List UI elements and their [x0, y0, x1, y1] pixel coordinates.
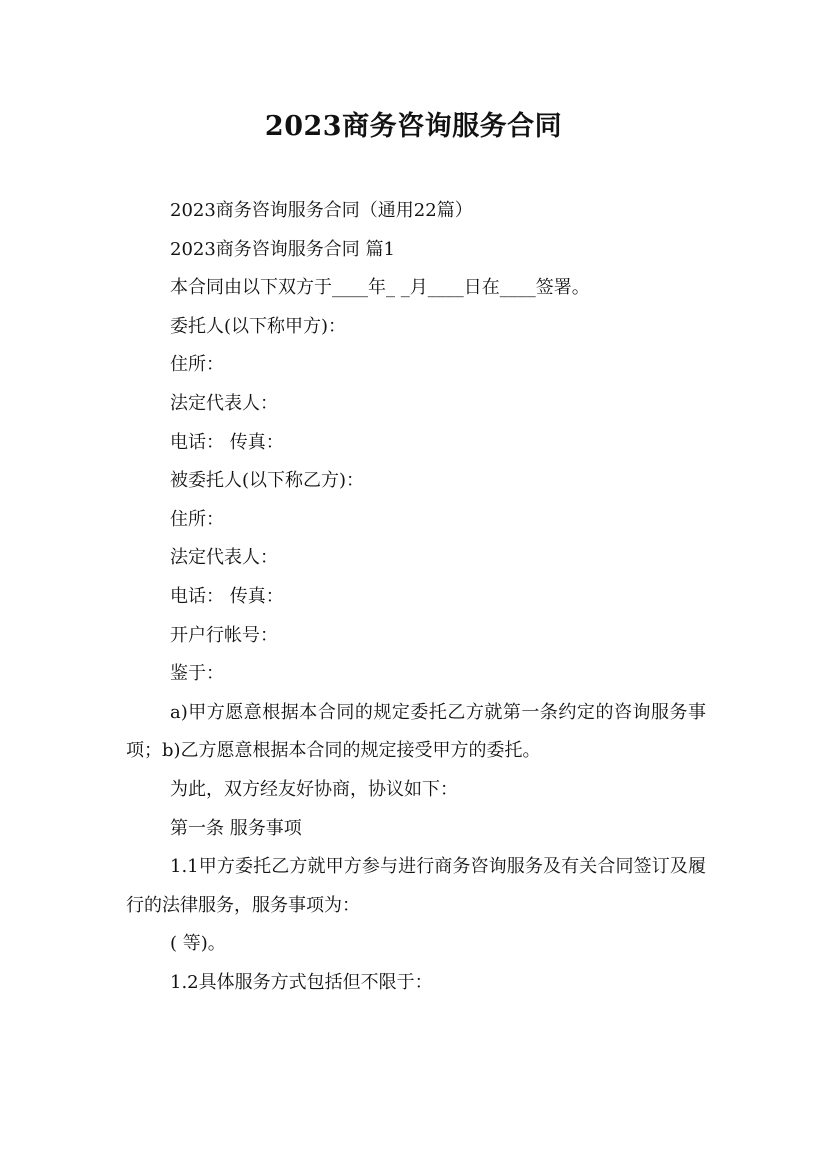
- paragraph-party-a: 委托人(以下称甲方)：: [170, 315, 347, 337]
- paragraph-article-1-1-items: ( 等)。: [170, 933, 226, 955]
- paragraph-article-1-2: 1.2具体服务方式包括但不限于：: [170, 971, 433, 993]
- paragraph-article-1-heading: 第一条 服务事项: [170, 817, 302, 839]
- paragraph-party-b-representative: 法定代表人：: [170, 547, 278, 569]
- paragraph-agreement-intro: 为此，双方经友好协商，协议如下：: [170, 778, 458, 800]
- paragraph-signing-date: 本合同由以下双方于____年_ _月____日在____签署。: [170, 277, 590, 299]
- paragraph-party-a-representative: 法定代表人：: [170, 392, 278, 414]
- paragraph-party-b: 被委托人(以下称乙方)：: [170, 470, 365, 492]
- paragraph-subtitle: 2023商务咨询服务合同（通用22篇）: [170, 200, 473, 221]
- paragraph-party-a-phone-fax: 电话： 传真：: [170, 431, 284, 453]
- paragraph-section-heading: 2023商务咨询服务合同 篇1: [170, 238, 395, 260]
- paragraph-bank-account: 开户行帐号：: [170, 624, 278, 646]
- paragraph-party-b-phone-fax: 电话： 传真：: [170, 585, 284, 607]
- paragraph-party-a-address: 住所：: [170, 354, 224, 376]
- document-body: [126, 192, 706, 1002]
- paragraph-article-1-1: 1.1甲方委托乙方就甲方参与进行商务咨询服务及有关合同签订及履行的法律服务，服务事项为：: [126, 856, 706, 916]
- document-title: 2023商务咨询服务合同: [264, 111, 563, 142]
- paragraph-whereas: 鉴于：: [170, 663, 224, 685]
- paragraph-party-b-address: 住所：: [170, 508, 224, 530]
- paragraph-recitals: a)甲方愿意根据本合同的规定委托乙方就第一条约定的咨询服务事项；b)乙方愿意根据本合同的规定接受甲方的委托。: [126, 701, 706, 762]
